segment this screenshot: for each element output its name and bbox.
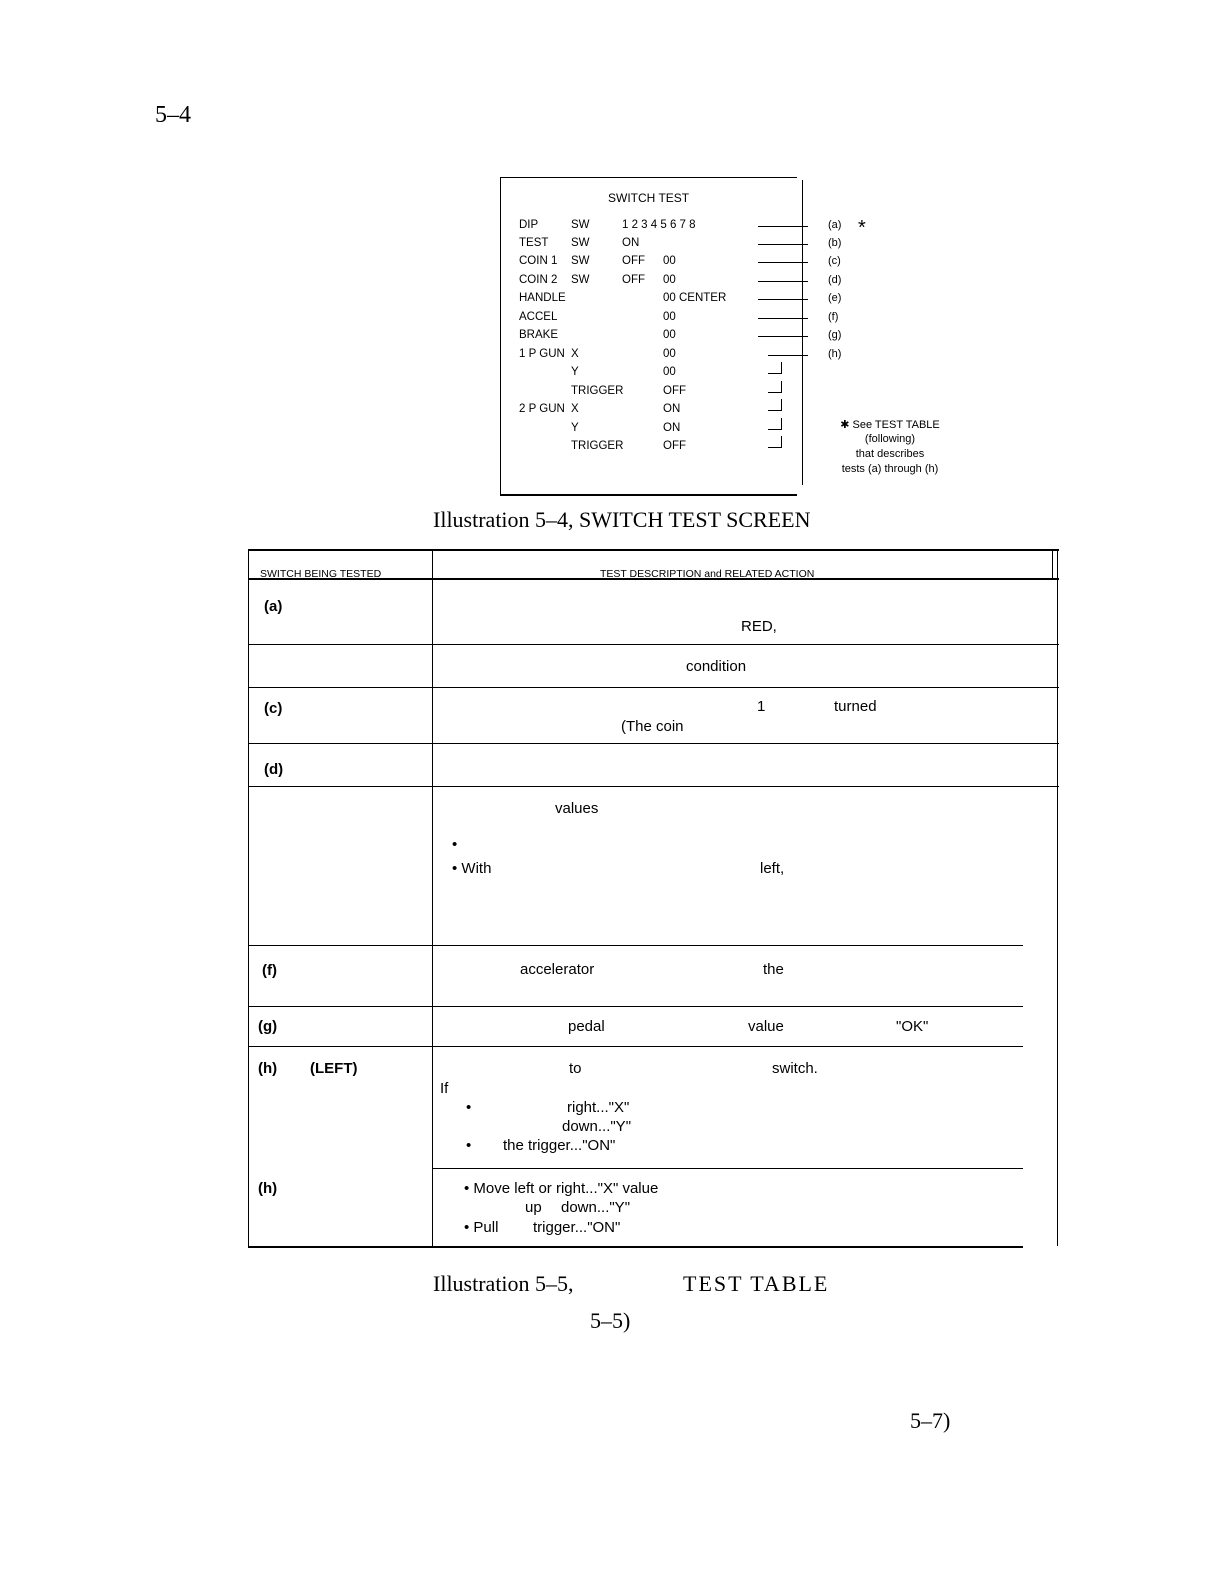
screen-row-bracket [781, 362, 782, 374]
row-h-text: If [440, 1080, 449, 1097]
screen-row-test-label: (h) [828, 348, 842, 360]
screen-row-c2: X [571, 348, 579, 360]
screen-row-test-label: (f) [828, 311, 839, 323]
row-h2-text: down..."Y" [561, 1199, 631, 1216]
screen-row-c3: OFF [622, 274, 645, 286]
screen-row-leader [758, 244, 808, 245]
note-line: ✱ See TEST TABLE [840, 419, 940, 431]
screen-row-c2: X [571, 403, 579, 415]
screen-row-c4: ON [663, 422, 681, 434]
screen-row-bracket [781, 381, 782, 393]
caption-test-table: TEST TABLE [683, 1271, 830, 1296]
row-g-label: (g) [258, 1018, 278, 1035]
screen-row-c4: 00 [663, 348, 676, 360]
row-divider [248, 786, 1059, 787]
row-divider [248, 945, 1023, 946]
row-f-label: (f) [262, 962, 277, 979]
row-h-text: • [466, 1099, 472, 1116]
row-h2-text: • Move left or right..."X" value [464, 1180, 659, 1197]
row-a-label: (a) [264, 598, 283, 615]
screen-row-c3: 1 2 3 4 5 6 7 8 [622, 219, 696, 231]
row-divider [248, 644, 1059, 645]
screen-row-test-label: (a) [828, 219, 842, 231]
screen-row-c4: OFF [663, 385, 686, 397]
screen-row-leader [768, 429, 782, 430]
screen-row-test-label: (c) [828, 255, 841, 267]
row-a-text: RED, [741, 618, 777, 635]
screen-row-leader [758, 262, 808, 263]
note-line: (following) [864, 433, 916, 445]
screen-row-leader [768, 373, 782, 374]
screen-row-bracket [781, 418, 782, 430]
screen-row-leader [758, 336, 808, 337]
screen-row-test-label: (g) [828, 329, 842, 341]
screen-row-test-label: (d) [828, 274, 842, 286]
screen-row-leader [768, 355, 808, 356]
row-h2-text: trigger..."ON" [533, 1219, 621, 1236]
screen-row-c1: HANDLE [519, 292, 566, 304]
asterisk-mark: * [858, 217, 866, 239]
screen-row-c1: ACCEL [519, 311, 558, 323]
screen-row-c4: 00 [663, 329, 676, 341]
screen-row-c2: TRIGGER [571, 440, 624, 452]
row-h2-text: up [525, 1199, 542, 1216]
row-f-text: accelerator [520, 961, 595, 978]
footer-reference: 5–7) [910, 1408, 951, 1433]
caption-illustration-5-5: Illustration 5–5, [433, 1271, 574, 1296]
row-h-text: the trigger..."ON" [503, 1137, 616, 1154]
row-h-label: (h) [258, 1060, 278, 1077]
row-e-text: left, [760, 860, 785, 877]
row-g-text: value [748, 1018, 784, 1035]
screen-row-c2: SW [571, 255, 590, 267]
screen-row-c1: TEST [519, 237, 549, 249]
header-test-description: TEST DESCRIPTION and RELATED ACTION [600, 568, 815, 580]
row-h-text: switch. [772, 1060, 818, 1077]
screen-row-c1: COIN 1 [519, 255, 558, 267]
note-line: tests (a) through (h) [841, 463, 939, 475]
screen-row-c1: 2 P GUN [519, 403, 565, 415]
screen-row-leader [758, 281, 808, 282]
row-h-text: right..."X" [567, 1099, 630, 1116]
screen-row-leader [768, 392, 782, 393]
screen-row-c4: 00 [663, 311, 676, 323]
screen-row-c4: 00 [663, 255, 676, 267]
row-divider [248, 1006, 1023, 1007]
table-bottom-border [248, 1246, 1023, 1248]
screen-row-c4: 00 CENTER [663, 292, 727, 304]
screen-row-c4: 00 [663, 366, 676, 378]
row-divider [432, 1168, 1023, 1169]
screen-row-c1: BRAKE [519, 329, 558, 341]
row-d-label: (d) [264, 761, 284, 778]
screen-title: SWITCH TEST [608, 191, 690, 205]
screen-row-leader [758, 318, 808, 319]
screen-row-bracket [781, 399, 782, 411]
screen-row-leader [758, 299, 808, 300]
screen-row-leader [758, 226, 808, 227]
footer-reference: 5–5) [590, 1308, 631, 1333]
screen-row-c2: SW [571, 237, 590, 249]
screen-row-c1: 1 P GUN [519, 348, 565, 360]
screen-row-c1: COIN 2 [519, 274, 558, 286]
row-g-text: "OK" [896, 1018, 929, 1035]
row-divider [248, 743, 1059, 744]
screen-row-c4: ON [663, 403, 681, 415]
screen-row-test-label: (e) [828, 292, 842, 304]
screen-row-test-label: (b) [828, 237, 842, 249]
row-c-text: 1 [757, 698, 766, 715]
table-left-border [248, 549, 249, 1246]
screen-row-c2: Y [571, 422, 579, 434]
row-h2-text: • Pull [464, 1219, 499, 1236]
row-e-text: values [555, 800, 599, 817]
screen-row-c2: Y [571, 366, 579, 378]
screen-row-c4: OFF [663, 440, 686, 452]
table-right-border [1057, 549, 1058, 1246]
caption-illustration-5-4: Illustration 5–4, SWITCH TEST SCREEN [433, 507, 811, 532]
screen-row-c2: SW [571, 219, 590, 231]
page-number: 5–4 [155, 102, 191, 128]
screen-row-leader [768, 447, 782, 448]
screen-row-c1: DIP [519, 219, 539, 231]
row-h-left-label: (LEFT) [310, 1060, 358, 1077]
row-h-text: to [569, 1060, 582, 1077]
row-c-label: (c) [264, 700, 283, 717]
row-f-text: the [763, 961, 784, 978]
row-g-text: pedal [568, 1018, 605, 1035]
row-e-text: • [452, 836, 458, 853]
row-c-text: turned [834, 698, 877, 715]
row-divider [248, 1046, 1023, 1047]
table-top-border [248, 549, 1059, 551]
header-switch-being-tested: SWITCH BEING TESTED [260, 568, 382, 580]
table-column-divider [432, 549, 433, 1246]
row-e-text: • With [452, 860, 492, 877]
row-divider [248, 687, 1059, 688]
row-h-text: • [466, 1137, 472, 1154]
screen-row-c2: SW [571, 274, 590, 286]
screen-row-leader [768, 410, 782, 411]
row-h-text: down..."Y" [562, 1118, 632, 1135]
header-double-border [1052, 549, 1053, 579]
row-b-text: condition [686, 658, 747, 675]
note-line: that describes [855, 448, 925, 460]
screen-row-c3: ON [622, 237, 640, 249]
screen-row-bracket [781, 436, 782, 448]
row-h2-label: (h) [258, 1180, 278, 1197]
row-c-text: (The coin [621, 718, 684, 735]
screen-row-c4: 00 [663, 274, 676, 286]
screen-row-c2: TRIGGER [571, 385, 624, 397]
screen-row-c3: OFF [622, 255, 645, 267]
